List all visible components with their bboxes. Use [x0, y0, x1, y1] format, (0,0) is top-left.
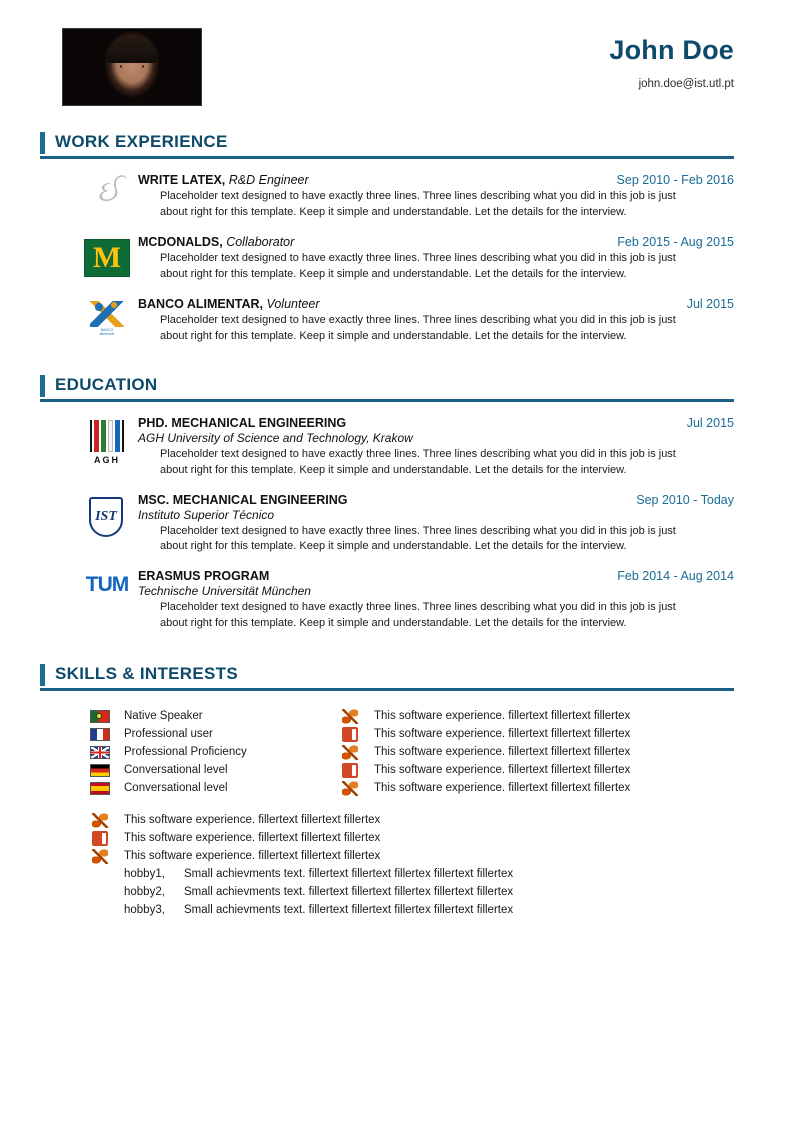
work-entry-description: Placeholder text designed to have exactly three lines. Three lines describing what you did in this job is just about right for this template. Keep it simple and understandable. Let the details for the interview. [160, 190, 676, 218]
banco-mark [84, 301, 130, 341]
section-title-work: WORK EXPERIENCE [40, 132, 734, 154]
tum-logo [76, 569, 138, 597]
education-entries [40, 416, 734, 633]
work-entry-body [138, 173, 734, 221]
ist-logo [76, 493, 138, 539]
languages-column [76, 707, 326, 797]
software-row [76, 829, 734, 847]
matlab-glyph [342, 709, 358, 724]
office-glyph [92, 831, 108, 846]
mcdonalds-badge [84, 239, 130, 277]
portugal-flag-icon [76, 710, 124, 723]
software-text: This software experience. fillertext fillertext fillertex [374, 728, 631, 741]
section-title-education: EDUCATION [40, 375, 734, 397]
matlab-icon [76, 849, 124, 864]
photo-hair [106, 37, 158, 63]
ist-shield [89, 497, 123, 537]
ist-monogram: IST [95, 508, 117, 524]
agh-bars [90, 420, 124, 452]
work-entry-title [138, 297, 320, 311]
language-row [76, 779, 326, 797]
work-entry-role: R&D Engineer [228, 173, 309, 187]
office-icon [326, 763, 374, 778]
office-icon [76, 831, 124, 846]
uk-flag [90, 746, 110, 759]
section-rule [40, 156, 734, 159]
section-rule [40, 399, 734, 402]
software-text: This software experience. fillertext fillertext fillertex [124, 832, 381, 845]
france-flag [90, 728, 110, 741]
agh-wordmark: AGH [94, 454, 120, 465]
education-entry [76, 493, 734, 556]
office-icon [326, 727, 374, 742]
hobby-row [76, 883, 734, 901]
matlab-glyph [342, 781, 358, 796]
language-row [76, 761, 326, 779]
resume-header [0, 0, 794, 106]
software-text: This software experience. fillertext fillertext fillertex [374, 710, 631, 723]
profile-photo [62, 28, 202, 106]
software-row [76, 847, 734, 865]
software-text: This software experience. fillertext fillertext fillertex [124, 850, 381, 863]
work-entry [76, 297, 734, 345]
language-level: Native Speaker [124, 710, 203, 723]
software-row [326, 761, 734, 779]
section-skills [0, 664, 794, 919]
work-entry-description: Placeholder text designed to have exactly three lines. Three lines describing what you did in this job is just about right for this template. Keep it simple and understandable. Let the details for the interview. [160, 313, 676, 342]
matlab-icon [326, 745, 374, 760]
hobby-text: Small achievments text. fillertext fillertext fillertex fillertext fillertex [184, 886, 514, 899]
education-entry-description: Placeholder text designed to have exactly three lines. Three lines describing what you did in this job is just about right for this template. Keep it simple and understandable. Let the details for the interview. [160, 601, 676, 630]
language-level: Conversational level [124, 782, 228, 795]
work-entry-company: WRITE LATEX, [138, 173, 226, 187]
education-entry-head [138, 416, 734, 430]
banco-caption: BANCO alimentar [99, 327, 115, 336]
software-text: This software experience. fillertext fillertext fillertex [124, 814, 381, 827]
hobby-label: hobby2, [124, 886, 165, 899]
germany-flag [90, 764, 110, 777]
mcdonalds-arches: M [92, 240, 122, 274]
section-title-skills: SKILLS & INTERESTS [40, 664, 734, 686]
education-entry-head [138, 569, 734, 583]
hobby-text: Small achievments text. fillertext fillertext fillertex fillertext fillertex [184, 868, 514, 881]
education-entry-school: Technische Universität München [138, 584, 311, 599]
education-entry-body [138, 416, 734, 479]
ist-mark [89, 497, 125, 539]
education-entry-degree: PHD. MECHANICAL ENGINEERING [138, 415, 347, 430]
software-text: This software experience. fillertext fillertext fillertex [374, 746, 631, 759]
language-row [76, 743, 326, 761]
education-entry-head [138, 493, 734, 507]
work-entry-title [138, 173, 309, 187]
matlab-glyph [92, 813, 108, 828]
hobby-label: hobby3, [124, 904, 165, 917]
software-text: This software experience. fillertext fillertext fillertex [374, 764, 631, 777]
work-entry [76, 173, 734, 221]
work-entry-head [138, 235, 734, 249]
spain-flag-icon [76, 782, 124, 795]
office-glyph [342, 763, 358, 778]
education-entry-date: Feb 2014 - Aug 2014 [617, 569, 734, 584]
section-education [0, 375, 794, 633]
hobby-row [76, 901, 734, 919]
work-entries [40, 173, 734, 345]
work-entry-date: Feb 2015 - Aug 2015 [617, 234, 734, 249]
language-row [76, 725, 326, 743]
education-entry-date: Jul 2015 [686, 415, 734, 430]
matlab-glyph [92, 849, 108, 864]
language-level: Conversational level [124, 764, 228, 777]
work-entry-role: Volunteer [266, 296, 320, 311]
education-entry-school: Instituto Superior Técnico [138, 507, 275, 522]
latex-logo [76, 173, 138, 207]
software-text: This software experience. fillertext fillertext fillertex [374, 782, 631, 795]
education-entry-degree: ERASMUS PROGRAM [138, 569, 270, 584]
germany-flag-icon [76, 764, 124, 777]
software-row [76, 811, 734, 829]
work-entry-role: Collaborator [226, 234, 295, 249]
software-row [326, 779, 734, 797]
language-row [76, 707, 326, 725]
work-entry-company: BANCO ALIMENTAR, [138, 296, 263, 311]
education-entry [76, 416, 734, 479]
agh-logo [76, 416, 138, 468]
tum-wordmark: TUM [85, 573, 129, 597]
name-block [609, 28, 734, 90]
spain-flag [90, 782, 110, 795]
france-flag-icon [76, 728, 124, 741]
hobby-label: hobby1, [124, 868, 165, 881]
software-row [326, 725, 734, 743]
work-entry-head [138, 297, 734, 311]
portugal-flag [90, 710, 110, 723]
education-entry-school: AGH University of Science and Technology, Krakow [138, 430, 413, 445]
work-entry-description: Placeholder text designed to have exactly three lines. Three lines describing what you did in this job is just about right for this template. Keep it simple and understandable. Let the details for the interview. [160, 251, 676, 280]
section-work-experience [0, 132, 794, 345]
work-entry [76, 235, 734, 283]
email-text[interactable]: john.doe@ist.utl.pt [638, 77, 734, 90]
office-glyph [342, 727, 358, 742]
work-entry-title [138, 235, 294, 249]
page-title: John Doe [609, 35, 734, 65]
software-row [326, 743, 734, 761]
matlab-icon [326, 709, 374, 724]
software-row [326, 707, 734, 725]
work-entry-date: Jul 2015 [686, 296, 734, 311]
hobby-text: Small achievments text. fillertext fillertext fillertex fillertext fillertex [184, 904, 514, 917]
education-entry-description: Placeholder text designed to have exactly three lines. Three lines describing what you did in this job is just about right for this template. Keep it simple and understandable. Let the details for the interview. [160, 447, 676, 476]
skills-columns [76, 707, 734, 797]
hobby-row [76, 865, 734, 883]
education-entry-description: Placeholder text designed to have exactly three lines. Three lines describing what you did in this job is just about right for this template. Keep it simple and understandable. Let the details for the interview. [160, 524, 676, 553]
skills-content [40, 707, 734, 919]
education-entry-body [138, 569, 734, 632]
work-entry-date: Sep 2010 - Feb 2016 [616, 173, 734, 187]
work-entry-body [138, 235, 734, 283]
banco-figure [90, 301, 124, 327]
education-entry-date: Sep 2010 - Today [636, 492, 734, 507]
uk-flag-icon [76, 746, 124, 759]
work-entry-head [138, 173, 734, 187]
matlab-icon [326, 781, 374, 796]
education-entry [76, 569, 734, 632]
latex-glyph: ઈ [96, 175, 118, 208]
mcdonalds-logo [76, 235, 138, 277]
matlab-glyph [342, 745, 358, 760]
education-entry-degree: MSC. MECHANICAL ENGINEERING [138, 492, 348, 507]
language-level: Professional user [124, 728, 213, 741]
section-rule [40, 688, 734, 691]
software-column [326, 707, 734, 797]
matlab-icon [76, 813, 124, 828]
education-entry-body [138, 493, 734, 556]
work-entry-body [138, 297, 734, 345]
photo-eyes [117, 65, 147, 68]
language-level: Professional Proficiency [124, 746, 247, 759]
banco-alimentar-logo [76, 297, 138, 341]
software-bottom-list [76, 811, 734, 919]
agh-mark [84, 420, 130, 468]
work-entry-company: MCDONALDS, [138, 234, 223, 249]
